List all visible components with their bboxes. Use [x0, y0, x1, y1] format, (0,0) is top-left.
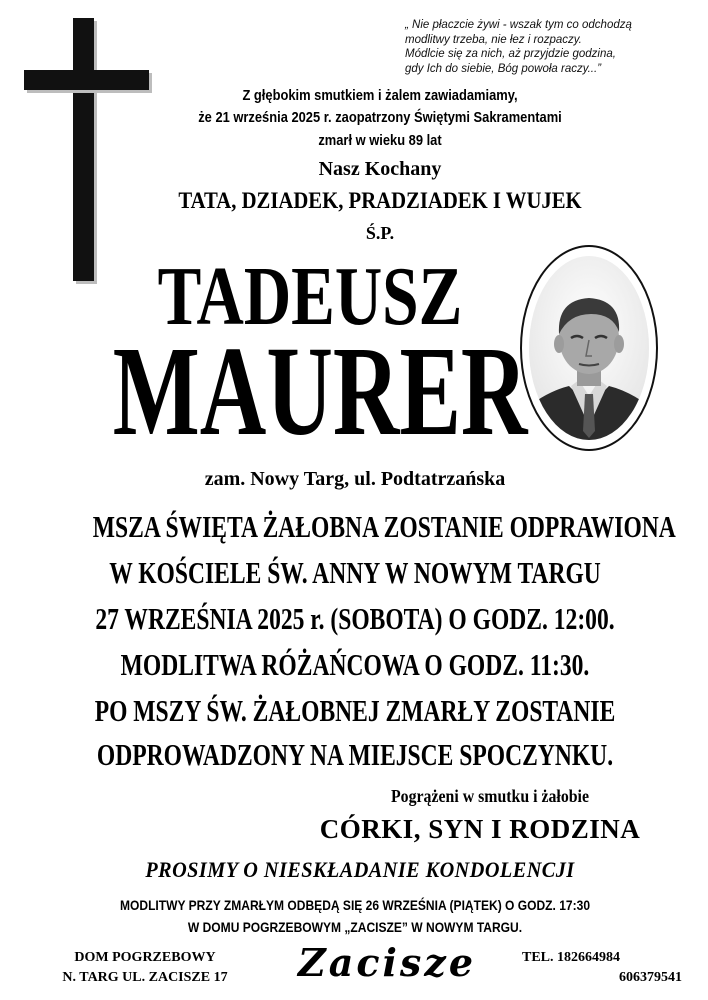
first-name: TADEUSZ	[157, 250, 463, 343]
poem-quote	[405, 18, 690, 76]
mass-line: MODLITWA RÓŻAŃCOWA O GODZ. 11:30.	[120, 647, 590, 682]
address-line: zam. Nowy Targ, ul. Podtatrzańska	[204, 468, 506, 490]
mass-line: PO MSZY ŚW. ŻAŁOBNEJ ZMARŁY ZOSTANIE	[94, 693, 616, 728]
last-name: MAURER	[112, 320, 528, 462]
phone-numbers	[522, 948, 692, 988]
quote-line: „ Nie płaczcie żywi - wszak tym co odchodzą	[405, 19, 632, 31]
mourners-intro: Pogrążeni w smutku i żałobie	[391, 786, 589, 806]
announcement-line: zmarł w wieku 89 lat	[318, 132, 442, 149]
mass-line: W KOŚCIELE ŚW. ANNY W NOWYM TARGU	[109, 555, 601, 590]
condolences-request: PROSIMY O NIESKŁADANIE KONDOLENCJI	[145, 857, 575, 882]
mass-line: MSZA ŚWIĘTA ŻAŁOBNA ZOSTANIE ODPRAWIONA	[92, 509, 676, 544]
relations-line: TATA, DZIADEK, PRADZIADEK I WUJEK	[178, 188, 582, 213]
quote-line: Módlcie się za nich, aż przyjdzie godzina,	[405, 48, 616, 60]
quote-line: modlitwy trzeba, nie łez i rozpaczy.	[405, 33, 582, 46]
prayers-line: W DOMU POGRZEBOWYM „ZACISZE” W NOWYM TARGU.	[187, 919, 523, 935]
phone-mobile: 606379541	[619, 970, 682, 985]
prayers-line: MODLITWY PRZY ZMARŁYM ODBĘDĄ SIĘ 26 WRZEŚNIA (PIĄTEK) O GODZ. 17:30	[119, 897, 591, 913]
mass-line: ODPROWADZONY NA MIEJSCE SPOCZYNKU.	[96, 737, 614, 772]
phone-landline: TEL. 182664984	[522, 950, 621, 965]
funeral-home-address	[30, 948, 260, 988]
nasz-kochany: Nasz Kochany	[318, 158, 442, 180]
zacisze-logo: Zacisze	[297, 940, 477, 985]
quote-line: gdy Ich do siebie, Bóg powoła raczy...”	[405, 62, 602, 75]
announcement-line: że 21 września 2025 r. zaopatrzony Świętymi Sakramentami	[198, 109, 562, 126]
announcement-line: Z głębokim smutkiem i żalem zawiadamiamy,	[242, 87, 518, 104]
cross-icon-arm	[24, 70, 149, 90]
portrait-photo	[529, 256, 649, 440]
family-line: CÓRKI, SYN I RODZINA	[319, 814, 641, 844]
sp-label: Ś.P.	[365, 223, 395, 243]
funeral-home-name: DOM POGRZEBOWY	[74, 950, 216, 965]
cross-icon	[73, 18, 94, 281]
mass-line: 27 WRZEŚNIA 2025 r. (SOBOTA) O GODZ. 12:00.	[95, 601, 615, 636]
funeral-home-street: N. TARG UL. ZACISZE 17	[62, 970, 228, 985]
portrait-icon	[529, 256, 649, 440]
